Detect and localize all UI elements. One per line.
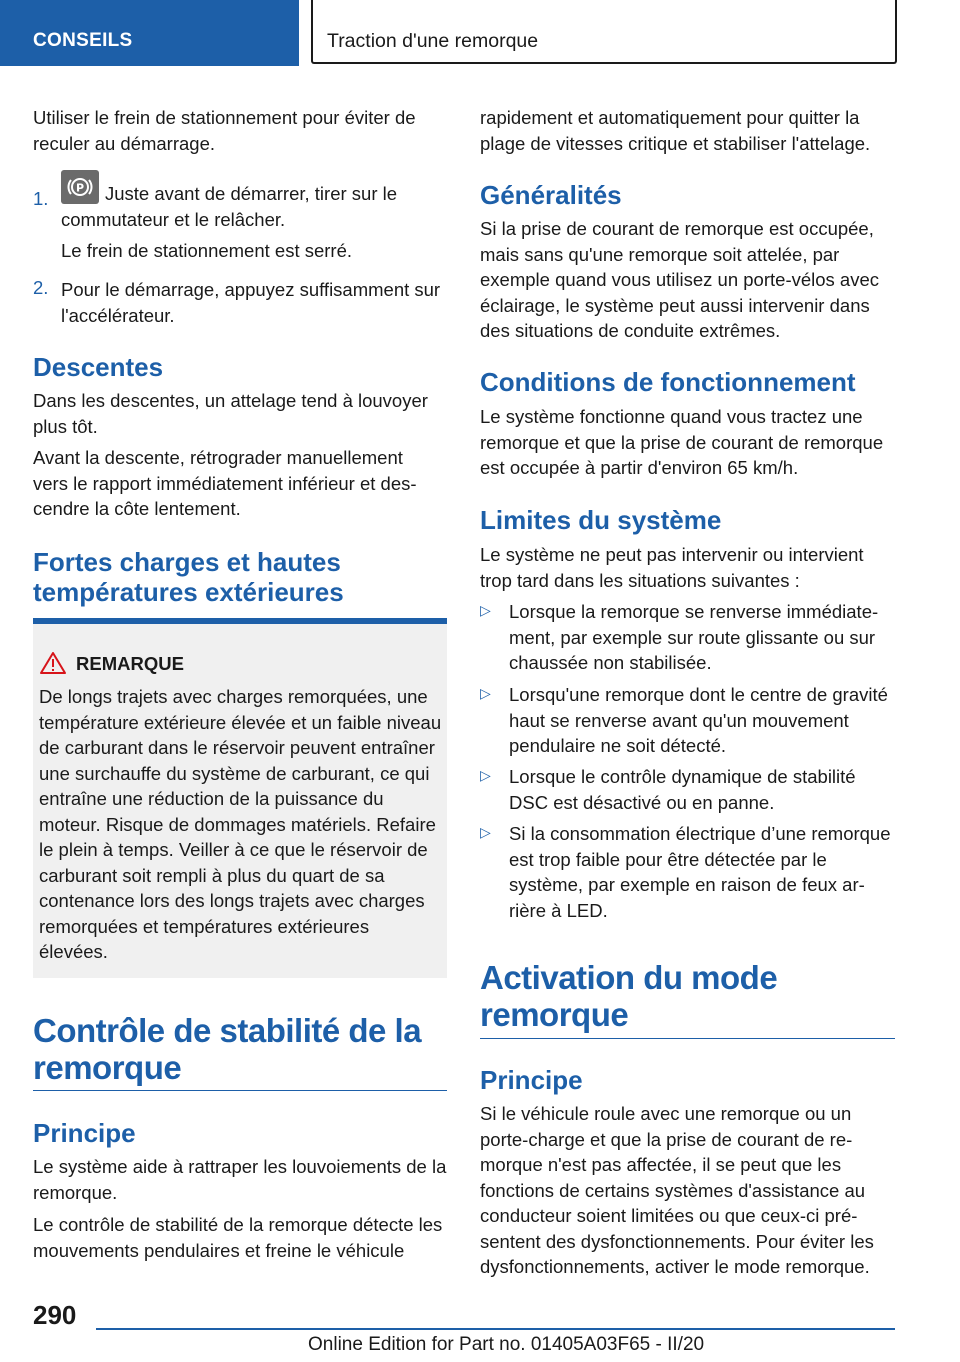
- step-text: Juste avant de démarrer, tirer sur le commutateur et le relâcher.: [61, 183, 398, 230]
- limites-text: Le système ne peut pas intervenir ou intervient trop tard dans les situations suivantes :: [480, 544, 864, 591]
- notice-box: [33, 618, 447, 978]
- limites-bullet: ▷ Lorsque le contrôle dynamique de stabilité DSC est désactivé ou en panne.: [480, 766, 856, 813]
- svg-text:P: P: [75, 181, 85, 195]
- section-rule: [480, 1038, 895, 1039]
- step-2: [33, 277, 447, 328]
- step-number: 1.: [33, 188, 49, 209]
- notice-title: REMARQUE: [76, 653, 184, 674]
- descentes-p1: Dans les descentes, un attelage tend à louvoyer plus tôt.: [33, 390, 428, 437]
- conditions-text: Le système fonctionne quand vous tractez une remorque et que la prise de courant de remorque est occupée à partir d'environ 65 km/h.: [480, 406, 884, 478]
- heading-fortes-charges: Fortes charges et hautes températures extérieures: [33, 547, 344, 607]
- controle-p1: Le système aide à rattraper les louvoiements de la remorque.: [33, 1156, 447, 1203]
- heading-descentes: Descentes: [33, 352, 164, 382]
- triangle-bullet-icon: ▷: [480, 685, 491, 701]
- heading-controle-stabilite: Contrôle de stabilité de la remorque: [33, 1012, 422, 1086]
- step-body: [61, 170, 447, 264]
- activation-text: Si le véhicule roule avec une remorque ou un porte-charge et que la prise de courant de remorque n'est pas affectée, il se peut que les fonctions de certains systèmes d'assistance au conducteur soient limitées ou que ceux-ci présentent des dysfonctionnements. Pour éviter les dysfonctionnements, activer le mode remorque.: [480, 1103, 874, 1277]
- notice-text: De longs trajets avec charges remorquées, une température extérieure élevée et un faible niveau de carburant dans le réservoir peuvent entraîner une surchauffe du système de carburant, ce qui entraîne une réduction de la puissance du moteur. Risque de dommages matériels. Refaire le plein à temps. Veiller à ce que le réservoir de carburant soit rempli à plus du quart de sa contenance lors des longs trajets avec charges remorquées et températures extérieures élevées.: [39, 686, 442, 962]
- intro-paragraph: Utiliser le frein de stationnement pour éviter de reculer au démarrage.: [33, 107, 416, 154]
- heading-generalites: Généralités: [480, 180, 622, 210]
- limites-bullet: ▷ Lorsque la remorque se renverse immédiatement, par exemple sur route glissante ou sur chaussée non stabilisée.: [480, 601, 879, 673]
- edition-label: Online Edition for Part no. 01405A03F65 - II/20: [308, 1334, 705, 1355]
- generalites-text: Si la prise de courant de remorque est occupée, mais sans qu'une remorque soit attelée, par exemple quand vous utilisez un porte-vélos avec éclairage, le système peut aussi intervenir dans des situations de conduite extrêmes.: [480, 218, 880, 341]
- page-title: Traction d'une remorque: [327, 30, 539, 52]
- heading-limites: Limites du système: [480, 505, 722, 535]
- step-number: 2.: [33, 277, 49, 298]
- section-rule: [33, 1090, 447, 1091]
- continuation-paragraph: rapidement et automatiquement pour quitter la plage de vitesses critique et stabiliser l'attelage.: [480, 107, 871, 154]
- parking-brake-icon: [61, 170, 99, 204]
- warning-icon: [39, 651, 67, 675]
- step-1: [33, 170, 447, 264]
- triangle-bullet-icon: ▷: [480, 602, 491, 618]
- step-text: Pour le démarrage, appuyez suffisamment sur l'accélérateur.: [61, 279, 441, 326]
- limites-bullet: ▷ Lorsqu'une remorque dont le centre de gravité haut se renverse avant qu'un mouvement pendulaire ne soit détecté.: [480, 684, 888, 756]
- heading-principe: Principe: [33, 1118, 136, 1148]
- section-label: CONSEILS: [33, 30, 133, 51]
- heading-conditions: Conditions de fonctionnement: [480, 367, 856, 397]
- page-header: [311, 0, 897, 64]
- heading-principe: Principe: [480, 1065, 583, 1095]
- descentes-p2: Avant la descente, rétrograder manuellement vers le rapport immédiatement inférieur et descendre la côte lentement.: [33, 447, 417, 519]
- controle-p2: Le contrôle de stabilité de la remorque détecte les mouvements pendulaires et freine le véhicule: [33, 1214, 443, 1261]
- limites-bullet: ▷ Si la consommation électrique d’une remorque est trop faible pour être détectée par le système, par exemple en raison de feux arrière à LED.: [480, 823, 891, 921]
- triangle-bullet-icon: ▷: [480, 767, 491, 783]
- page-number: 290: [33, 1300, 77, 1330]
- footer-rule: [96, 1328, 895, 1330]
- heading-activation: Activation du mode remorque: [480, 959, 778, 1033]
- section-tab: [0, 0, 299, 66]
- triangle-bullet-icon: ▷: [480, 824, 491, 840]
- step-result: Le frein de stationnement est serré.: [61, 240, 353, 261]
